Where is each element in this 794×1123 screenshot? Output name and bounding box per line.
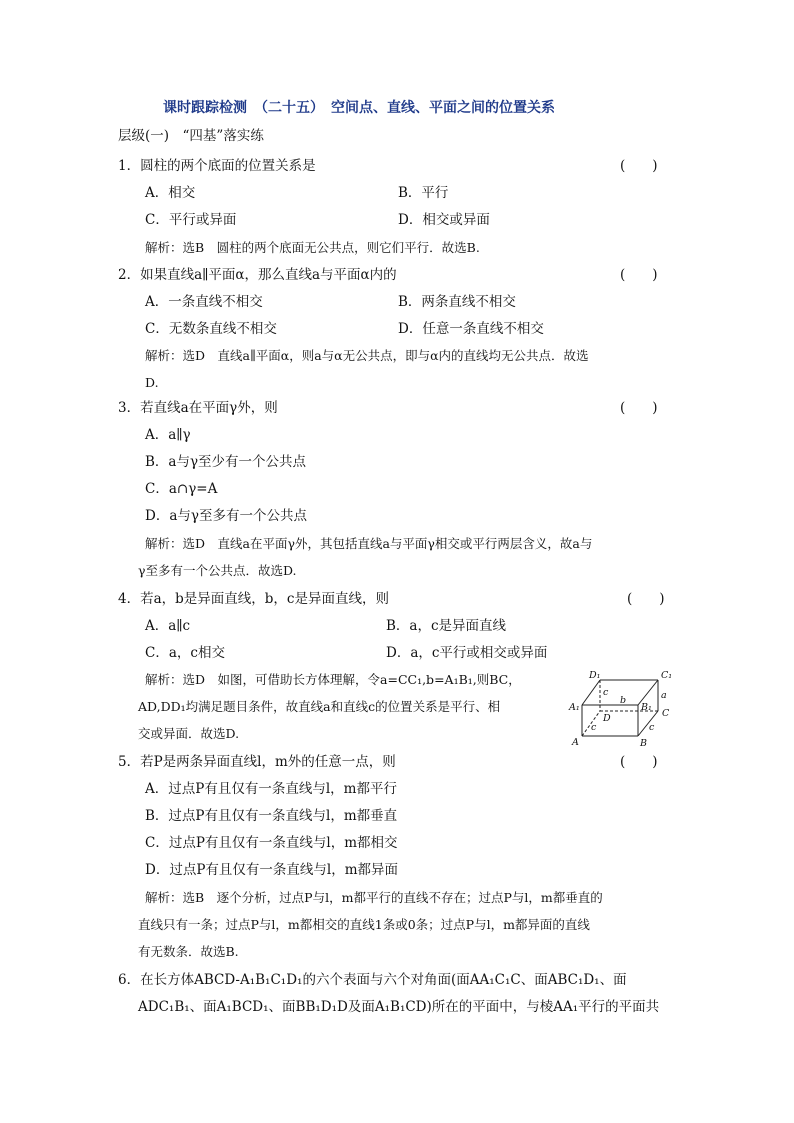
q4-option-d: D．a，c平行或相交或异面 — [386, 645, 548, 661]
q3-option-d: D．a与γ至多有一个公共点 — [145, 508, 307, 524]
q5-stem: 5．若P是两条异面直线l，m外的任意一点，则 — [118, 754, 396, 770]
q5-option-d: D．过点P有且仅有一条直线与l，m都异面 — [145, 862, 399, 878]
q4-explanation-line1: 解析：选D 如图，可借助长方体理解，令a=CC₁,b=A₁B₁,则BC， — [145, 672, 521, 687]
fig-label-D: D — [603, 713, 611, 724]
q4-option-b: B．a，c是异面直线 — [386, 618, 507, 634]
q3-stem: 3．若直线a在平面γ外，则 — [118, 400, 278, 416]
q1-option-b: B．平行 — [398, 185, 449, 201]
q4-option-a: A．a∥c — [145, 618, 191, 634]
q1-option-d: D．相交或异面 — [398, 212, 490, 228]
cuboid-figure — [566, 664, 682, 750]
q2-stem: 2．如果直线a∥平面α，那么直线a与平面α内的 — [118, 267, 397, 283]
q4-answer-blank: ( ) — [627, 591, 665, 607]
q6-stem-line1: 6．在长方体ABCD-A₁B₁C₁D₁的六个表面与六个对角面(面AA₁C₁C、面ABC₁D₁、面 — [118, 972, 627, 988]
q5-option-b: B．过点P有且仅有一条直线与l，m都垂直 — [145, 808, 398, 824]
q3-answer-blank: ( ) — [620, 400, 658, 416]
fig-label-b: b — [620, 695, 627, 706]
q2-option-c: C．无数条直线不相交 — [145, 321, 277, 337]
q5-answer-blank: ( ) — [620, 754, 658, 770]
q5-option-c: C．过点P有且仅有一条直线与l，m都相交 — [145, 835, 398, 851]
q2-explanation-line1: 解析：选D 直线a∥平面α，则a与α无公共点，即与α内的直线均无公共点．故选 — [145, 348, 589, 363]
q5-explanation-line3: 有无数条．故选B. — [138, 944, 239, 959]
q3-option-b: B．a与γ至少有一个公共点 — [145, 454, 307, 470]
q3-option-a: A．a∥γ — [145, 427, 191, 443]
q2-explanation-line2: D. — [145, 375, 159, 390]
level-heading: 层级(一) “四基”落实练 — [118, 128, 264, 144]
q4-explanation-line2: AD,DD₁均满足题目条件，故直线a和直线c的位置关系是平行、相 — [138, 699, 501, 714]
fig-label-B1: B₁ — [641, 702, 652, 713]
page-title: 课时跟踪检测 （二十五） 空间点、直线、平面之间的位置关系 — [163, 100, 555, 116]
fig-label-D1: D₁ — [589, 670, 601, 681]
q4-stem: 4．若a，b是异面直线，b，c是异面直线，则 — [118, 591, 389, 607]
q1-explanation: 解析：选B 圆柱的两个底面无公共点，则它们平行．故选B. — [145, 240, 480, 255]
q3-option-c: C．a∩γ=A — [145, 481, 218, 497]
fig-label-c-top: c — [603, 687, 609, 698]
q4-explanation-line3: 交或异面．故选D. — [138, 726, 240, 741]
q3-explanation-line1: 解析：选D 直线a在平面γ外，其包括直线a与平面γ相交或平行两层含义，故a与 — [145, 536, 593, 551]
fig-label-A1: A₁ — [569, 702, 580, 713]
q2-option-b: B．两条直线不相交 — [398, 294, 516, 310]
q5-explanation-line2: 直线只有一条；过点P与l，m都相交的直线1条或0条；过点P与l，m都异面的直线 — [138, 917, 590, 932]
q1-stem: 1．圆柱的两个底面的位置关系是 — [118, 158, 316, 174]
q1-option-c: C．平行或异面 — [145, 212, 237, 228]
q5-option-a: A．过点P有且仅有一条直线与l，m都平行 — [145, 781, 397, 797]
fig-label-C: C — [662, 708, 670, 719]
q1-answer-blank: ( ) — [620, 158, 658, 174]
fig-label-A: A — [572, 737, 579, 748]
q3-explanation-line2: γ至多有一个公共点．故选D. — [138, 563, 297, 578]
q2-answer-blank: ( ) — [620, 267, 658, 283]
fig-label-B: B — [640, 738, 647, 749]
fig-label-C1: C₁ — [661, 670, 673, 681]
fig-label-c-right: c — [649, 722, 655, 733]
q1-option-a: A．相交 — [145, 185, 196, 201]
q6-stem-line2: ADC₁B₁、面A₁BCD₁、面BB₁D₁D及面A₁B₁CD)所在的平面中，与棱AA₁平行的平面共 — [138, 999, 660, 1015]
fig-label-a: a — [661, 690, 667, 701]
q2-option-d: D．任意一条直线不相交 — [398, 321, 544, 337]
fig-label-c-bottom: c — [591, 722, 597, 733]
q2-option-a: A．一条直线不相交 — [145, 294, 263, 310]
q4-option-c: C．a，c相交 — [145, 645, 225, 661]
q5-explanation-line1: 解析：选B 逐个分析，过点P与l，m都平行的直线不存在；过点P与l，m都垂直的 — [145, 890, 603, 905]
